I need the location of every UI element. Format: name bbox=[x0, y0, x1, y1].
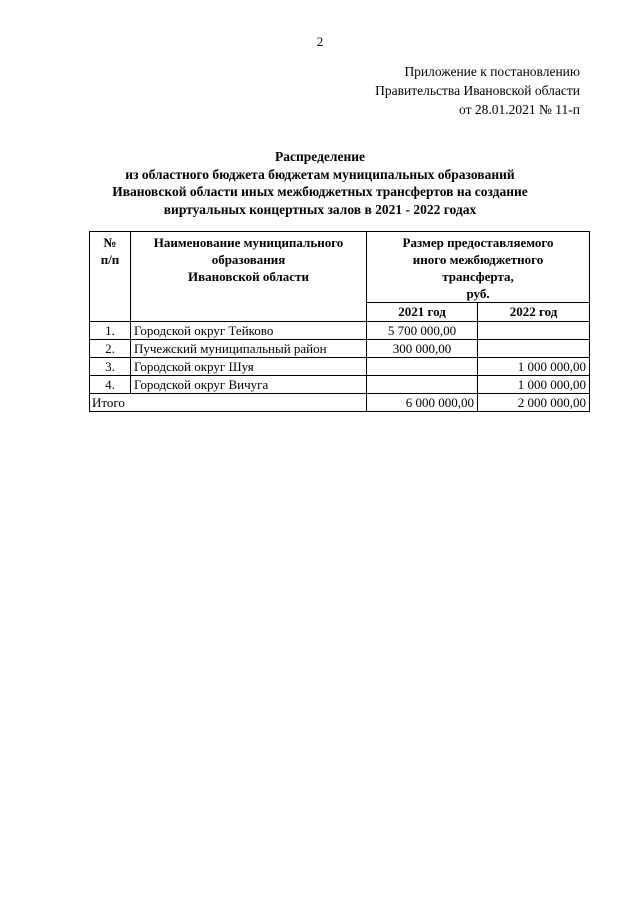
table-header-row bbox=[90, 232, 590, 303]
row-num: 3. bbox=[90, 358, 131, 376]
distribution-table bbox=[89, 231, 590, 412]
header-year-2021: 2021 год bbox=[367, 303, 478, 322]
row-amount-2022: 1 000 000,00 bbox=[478, 358, 590, 376]
header-num-line: № bbox=[103, 235, 117, 250]
row-num: 1. bbox=[90, 322, 131, 340]
row-municipality: Пучежский муниципальный район bbox=[131, 340, 367, 358]
row-municipality: Городской округ Тейково bbox=[131, 322, 367, 340]
header-size-line: иного межбюджетного bbox=[412, 252, 544, 267]
header-size-line: Размер предоставляемого bbox=[402, 235, 554, 250]
table-row bbox=[90, 340, 590, 358]
table-row bbox=[90, 322, 590, 340]
row-num: 2. bbox=[90, 340, 131, 358]
title-line: Распределение bbox=[274, 149, 366, 164]
title-line: из областного бюджета бюджетам муниципальных образований bbox=[125, 166, 515, 182]
header-name-line: Наименование муниципального bbox=[153, 235, 344, 250]
table-row bbox=[90, 358, 590, 376]
row-amount-2022: 1 000 000,00 bbox=[478, 376, 590, 394]
header-year-2022: 2022 год bbox=[478, 303, 590, 322]
row-num: 4. bbox=[90, 376, 131, 394]
row-amount-2022 bbox=[478, 322, 590, 340]
document-title bbox=[0, 148, 640, 218]
header-num-line: п/п bbox=[100, 252, 120, 267]
row-amount-2021: 300 000,00 bbox=[367, 340, 478, 358]
appendix-line: от 28.01.2021 № 11-п bbox=[459, 102, 580, 117]
header-size bbox=[367, 232, 590, 303]
title-line: Ивановской области иных межбюджетных трансфертов на создание bbox=[112, 184, 528, 199]
row-municipality: Городской округ Вичуга bbox=[131, 376, 367, 394]
appendix-line: Правительства Ивановской области bbox=[375, 83, 580, 98]
title-line: виртуальных концертных залов в 2021 - 2022 годах bbox=[163, 201, 477, 217]
total-label: Итого bbox=[90, 394, 367, 412]
total-amount-2022: 2 000 000,00 bbox=[478, 394, 590, 412]
header-num bbox=[90, 232, 131, 322]
header-size-line: руб. bbox=[466, 286, 490, 301]
header-name-line: образования bbox=[211, 252, 286, 267]
table-row bbox=[90, 376, 590, 394]
row-amount-2022 bbox=[478, 340, 590, 358]
header-name-line: Ивановской области bbox=[188, 269, 309, 284]
appendix-line: Приложение к постановлению bbox=[404, 64, 580, 79]
row-amount-2021 bbox=[367, 358, 478, 376]
row-amount-2021: 5 700 000,00 bbox=[367, 322, 478, 340]
row-municipality: Городской округ Шуя bbox=[131, 358, 367, 376]
appendix-reference bbox=[375, 62, 580, 119]
total-amount-2021: 6 000 000,00 bbox=[367, 394, 478, 412]
table-total-row bbox=[90, 394, 590, 412]
header-size-line: трансферта, bbox=[442, 269, 514, 284]
row-amount-2021 bbox=[367, 376, 478, 394]
header-name bbox=[131, 232, 367, 322]
page-number: 2 bbox=[316, 34, 324, 49]
